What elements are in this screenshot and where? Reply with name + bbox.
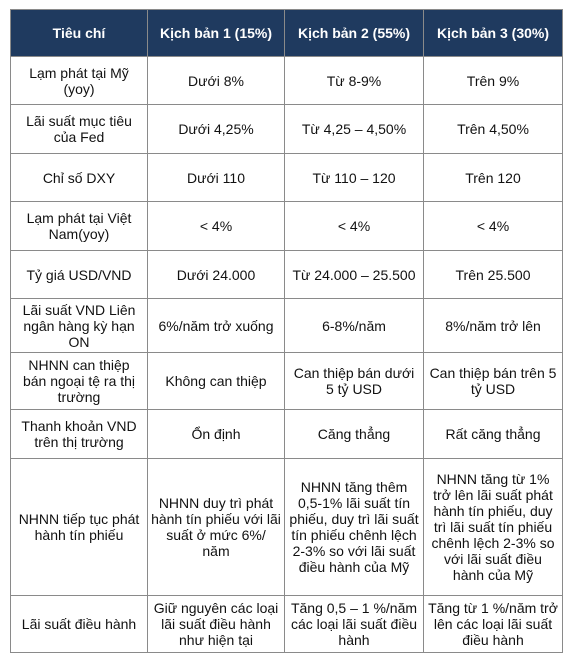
table-row — [11, 410, 563, 459]
scenario-1-cell: Dưới 24.000 — [148, 251, 285, 299]
scenario-1-cell: Không can thiệp — [148, 353, 285, 410]
row-label: Lãi suất VND Liên ngân hàng kỳ hạn ON — [11, 299, 148, 353]
scenario-1-cell: 6%/năm trở xuống — [148, 299, 285, 353]
scenario-3-cell: Can thiệp bán trên 5 tỷ USD — [424, 353, 563, 410]
table-header-row — [11, 10, 563, 57]
scenario-3-cell: NHNN tăng từ 1% trở lên lãi suất phát hành tín phiếu, duy trì lãi suất tín phiếu chênh lệch 2-3% so với lãi suất điều hành của Mỹ — [424, 459, 563, 596]
row-label: Lạm phát tại Việt Nam(yoy) — [11, 202, 148, 251]
scenario-2-cell: < 4% — [285, 202, 424, 251]
scenario-2-cell: Căng thẳng — [285, 410, 424, 459]
table-row — [11, 105, 563, 154]
table-row — [11, 251, 563, 299]
scenario-1-cell: < 4% — [148, 202, 285, 251]
scenario-2-cell: NHNN tăng thêm 0,5-1% lãi suất tín phiếu, duy trì lãi suất tín phiếu chênh lệch 2-3% so với lãi suất điều hành của Mỹ — [285, 459, 424, 596]
scenario-2-cell: Từ 24.000 – 25.500 — [285, 251, 424, 299]
scenario-1-cell: NHNN duy trì phát hành tín phiếu với lãi suất ở mức 6%/ năm — [148, 459, 285, 596]
scenario-1-cell: Giữ nguyên các loại lãi suất điều hành như hiện tại — [148, 596, 285, 653]
scenario-3-cell: Trên 120 — [424, 154, 563, 202]
row-label: Lạm phát tại Mỹ (yoy) — [11, 57, 148, 105]
scenario-3-cell: 8%/năm trở lên — [424, 299, 563, 353]
row-label: Lãi suất điều hành — [11, 596, 148, 653]
scenario-3-cell: Trên 4,50% — [424, 105, 563, 154]
scenario-3-cell: Rất căng thẳng — [424, 410, 563, 459]
scenario-2-cell: Can thiệp bán dưới 5 tỷ USD — [285, 353, 424, 410]
header-scenario-2: Kịch bản 2 (55%) — [285, 10, 424, 57]
scenario-1-cell: Dưới 4,25% — [148, 105, 285, 154]
table-row — [11, 459, 563, 596]
header-scenario-3: Kịch bản 3 (30%) — [424, 10, 563, 57]
scenario-3-cell: < 4% — [424, 202, 563, 251]
scenario-table — [10, 9, 563, 653]
row-label: NHNN can thiệp bán ngoại tệ ra thị trường — [11, 353, 148, 410]
scenario-1-cell: Dưới 8% — [148, 57, 285, 105]
scenario-2-cell: Từ 8-9% — [285, 57, 424, 105]
row-label: Lãi suất mục tiêu của Fed — [11, 105, 148, 154]
row-label: NHNN tiếp tục phát hành tín phiếu — [11, 459, 148, 596]
table-row — [11, 299, 563, 353]
header-scenario-1: Kịch bản 1 (15%) — [148, 10, 285, 57]
scenario-2-cell: 6-8%/năm — [285, 299, 424, 353]
scenario-1-cell: Dưới 110 — [148, 154, 285, 202]
scenario-2-cell: Tăng 0,5 – 1 %/năm các loại lãi suất điều hành — [285, 596, 424, 653]
row-label: Chỉ số DXY — [11, 154, 148, 202]
table-row — [11, 353, 563, 410]
scenario-table-container — [10, 9, 562, 649]
scenario-2-cell: Từ 110 – 120 — [285, 154, 424, 202]
scenario-3-cell: Tăng từ 1 %/năm trở lên các loại lãi suất điều hành — [424, 596, 563, 653]
scenario-3-cell: Trên 9% — [424, 57, 563, 105]
scenario-1-cell: Ổn định — [148, 410, 285, 459]
row-label: Thanh khoản VND trên thị trường — [11, 410, 148, 459]
table-row — [11, 596, 563, 653]
header-criteria: Tiêu chí — [11, 10, 148, 57]
scenario-3-cell: Trên 25.500 — [424, 251, 563, 299]
row-label: Tỷ giá USD/VND — [11, 251, 148, 299]
table-row — [11, 202, 563, 251]
table-row — [11, 57, 563, 105]
table-row — [11, 154, 563, 202]
scenario-2-cell: Từ 4,25 – 4,50% — [285, 105, 424, 154]
